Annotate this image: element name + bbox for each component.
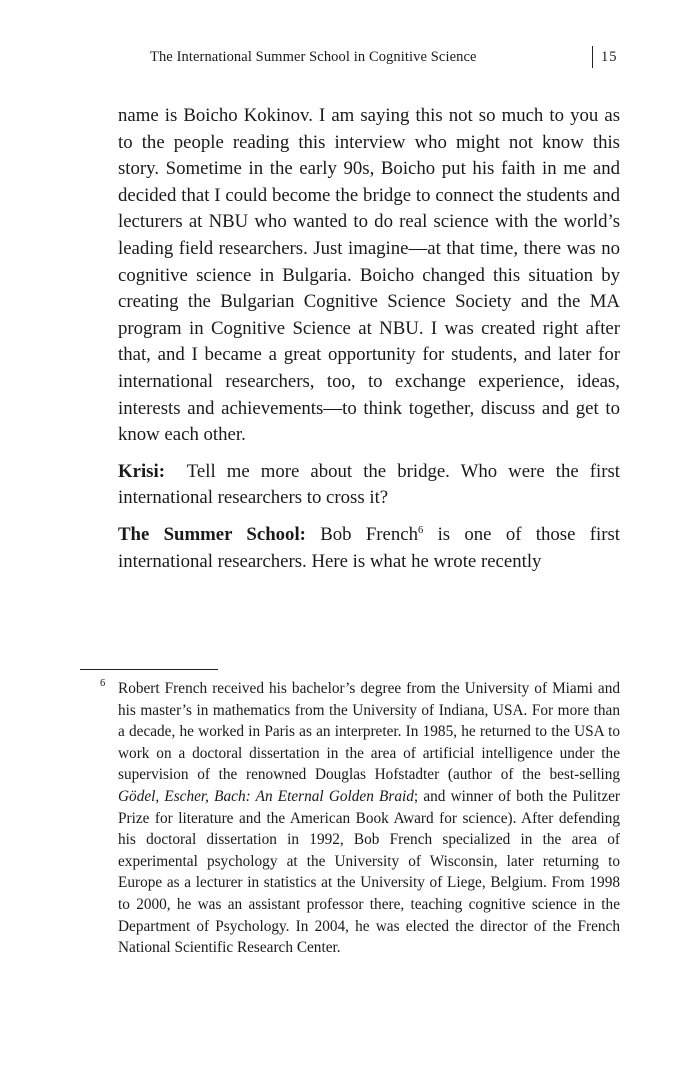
paragraph-text: Bob French xyxy=(320,523,419,545)
footnote-text-part: ; and winner of both the Pulitzer Prize for literature and the American Book Award for science). After defending his doctoral dissertation in 1992, Bob French specialized in the area of experimental psychology at the University of Wisconsin, later returning to Europe as a lecturer in statistics at the University of Liege, Belgium. From 1998 to 2000, he was an assistant professor there, teaching cognitive science in the Department of Psychology. In 2004, he was elected the director of the French National Scientific Research Center. xyxy=(118,787,620,957)
main-text xyxy=(118,103,620,575)
running-title: The International Summer School in Cognitive Science xyxy=(150,49,477,65)
footnote-text xyxy=(118,678,620,959)
page-number: 15 xyxy=(601,49,618,65)
dialogue-paragraph xyxy=(118,522,620,575)
paragraph xyxy=(118,103,620,449)
paragraph-text: Tell me more about the bridge. Who were the first international researchers to cross it? xyxy=(118,460,620,509)
running-header xyxy=(150,46,620,72)
footnote-marker: 6 xyxy=(100,678,106,689)
footnote-reference[interactable]: 6 xyxy=(418,524,424,536)
paragraph-text: name is Boicho Kokinov. I am saying this not so much to you as to the people reading this interview who might not know this story. Sometime in the early 90s, Boicho put his faith in me and decided that I could become the bridge to connect the students and lecturers at NBU who wanted to do real science with the world’s leading field researchers. Just imagine—at that time, there was no cognitive science in Bulgaria. Boicho changed this situation by creating the Bulgarian Cognitive Science Society and the MA program in Cognitive Science at NBU. I was created right after that, and I became a great opportunity for students, and later for international researchers, too, to exchange experience, ideas, interests and achievements—to think together, discuss and get to know each other. xyxy=(118,105,620,446)
paragraph-text: is one of those first international researchers. Here is what he wrote recently xyxy=(118,523,620,572)
footnote-divider xyxy=(80,669,218,670)
speaker-label: The Summer School: xyxy=(118,523,306,545)
footnote-text-part: Robert French received his bachelor’s degree from the University of Miami and his master’s in mathematics from the University of Indiana, USA. For more than a decade, he worked in Paris as an interpreter. In 1985, he returned to the USA to work on a doctoral dissertation in the area of artificial intelligence under the supervision of the renowned Douglas Hofstadter (author of the best-selling xyxy=(118,680,620,784)
speaker-label: Krisi: xyxy=(118,460,165,482)
dialogue-paragraph xyxy=(118,459,620,512)
header-divider xyxy=(592,46,593,68)
book-title: Gödel, Escher, Bach: An Eternal Golden Braid xyxy=(118,787,414,805)
